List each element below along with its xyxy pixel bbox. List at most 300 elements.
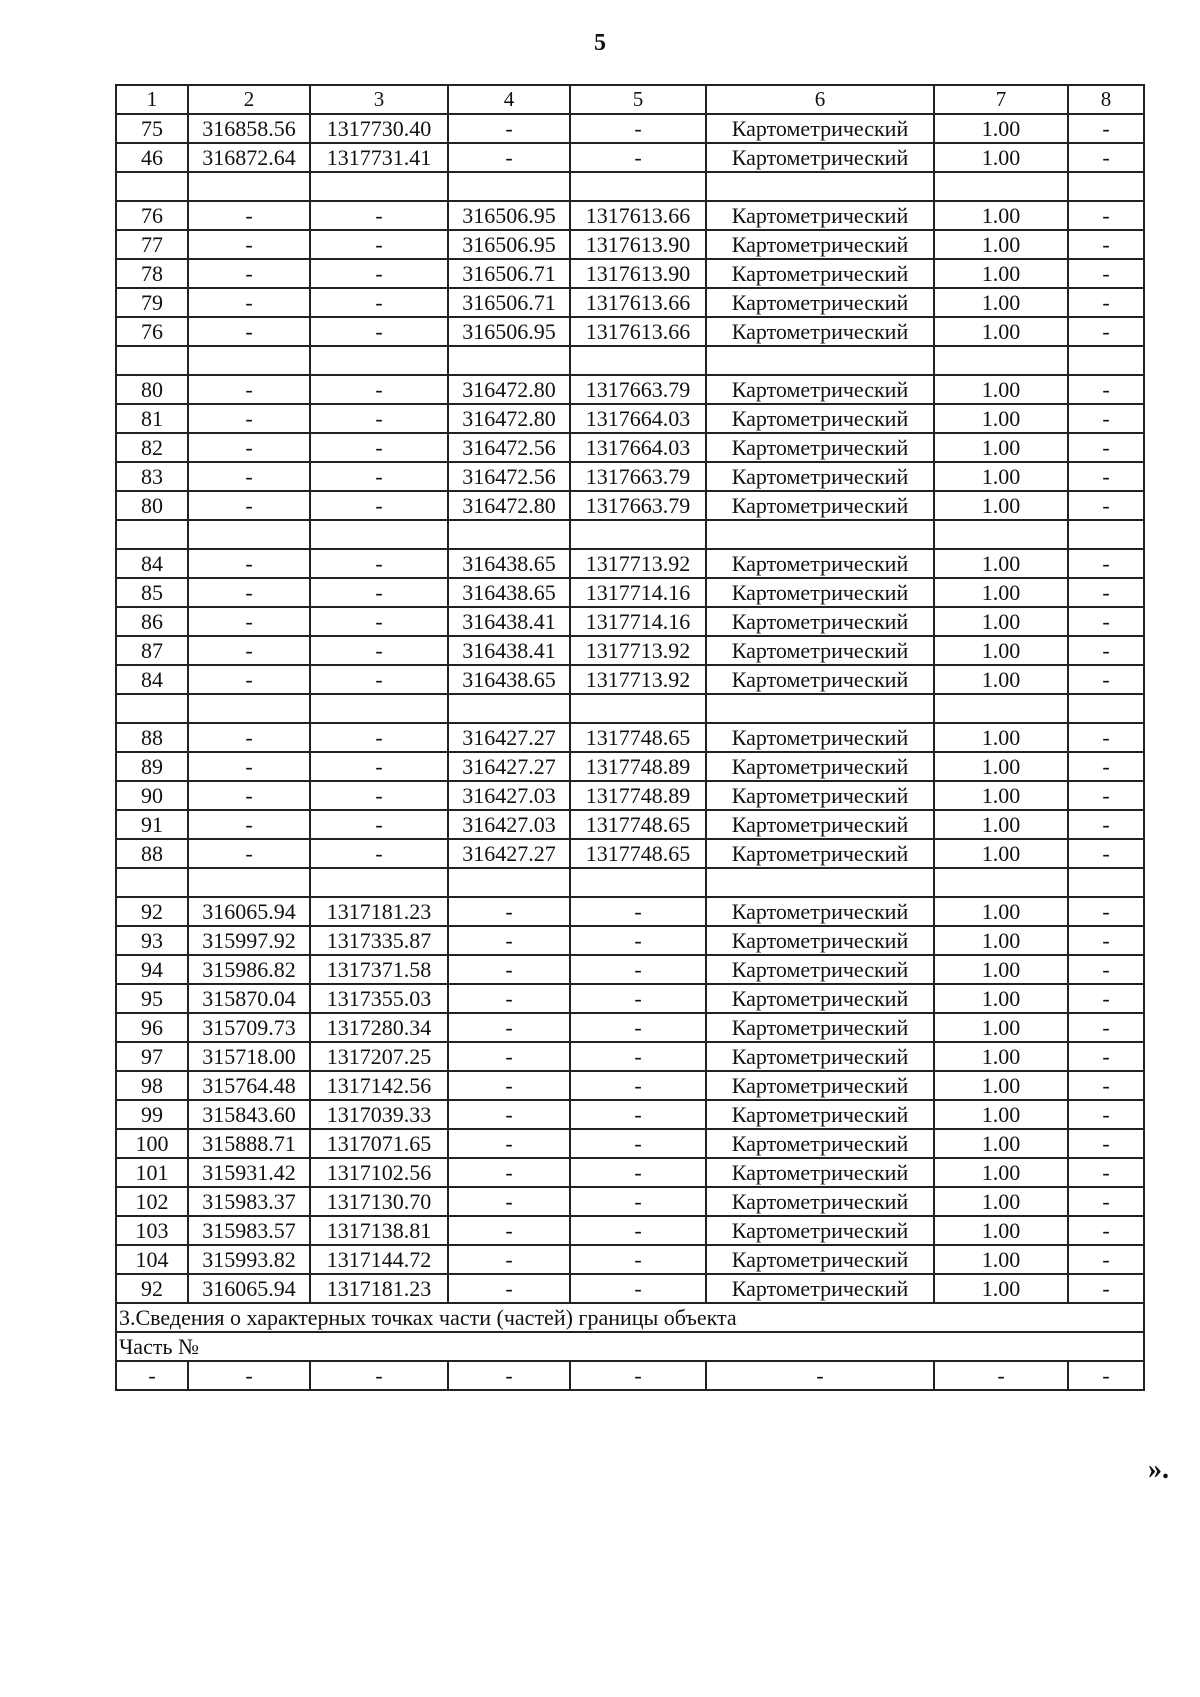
table-cell-col-8: - — [1068, 1042, 1144, 1071]
table-cell-col-6: Картометрический — [706, 1274, 934, 1303]
table-cell-col-7: 1.00 — [934, 433, 1068, 462]
table-cell-col-8: - — [1068, 549, 1144, 578]
table-cell-col-5: - — [570, 1100, 706, 1129]
table-cell-col-5: - — [570, 1158, 706, 1187]
table-cell-col-5: - — [570, 1071, 706, 1100]
table-cell-col-5: 1317748.89 — [570, 781, 706, 810]
table-cell-col-4: 316427.27 — [448, 839, 570, 868]
table-cell-col-7: 1.00 — [934, 259, 1068, 288]
table-cell-col-3: 1317142.56 — [310, 1071, 448, 1100]
table-cell-col-5: 1317613.66 — [570, 288, 706, 317]
table-cell-col-3: - — [310, 201, 448, 230]
table-cell-col-5: 1317664.03 — [570, 433, 706, 462]
table-cell-col-7: 1.00 — [934, 723, 1068, 752]
table-cell-col-5: - — [570, 897, 706, 926]
table-cell-col-5: 1317663.79 — [570, 491, 706, 520]
table-row — [116, 114, 1144, 143]
table-cell-col-7: 1.00 — [934, 636, 1068, 665]
table-cell-col-7 — [934, 868, 1068, 897]
table-cell-col-7: 1.00 — [934, 810, 1068, 839]
table-row — [116, 1274, 1144, 1303]
table-cell-col-3: 1317335.87 — [310, 926, 448, 955]
table-cell-col-3: 1317280.34 — [310, 1013, 448, 1042]
table-cell-col-4: 316472.56 — [448, 462, 570, 491]
table-cell-col-6: Картометрический — [706, 607, 934, 636]
table-cell-col-7: 1.00 — [934, 1245, 1068, 1274]
table-cell-col-2: 316065.94 — [188, 1274, 310, 1303]
table-header-row — [116, 85, 1144, 114]
table-row — [116, 317, 1144, 346]
table-cell-col-3: - — [310, 491, 448, 520]
table-cell-col-2: - — [188, 607, 310, 636]
table-cell-col-3: 1317181.23 — [310, 1274, 448, 1303]
table-cell-col-3: - — [310, 230, 448, 259]
table-cell-col-7: 1.00 — [934, 230, 1068, 259]
table-cell-col-3: - — [310, 781, 448, 810]
table-cell-col-6: Картометрический — [706, 926, 934, 955]
table-cell-col-2: 315983.37 — [188, 1187, 310, 1216]
table-cell-col-8: - — [1068, 839, 1144, 868]
table-cell-col-4: 316472.80 — [448, 404, 570, 433]
table-cell-col-7: 1.00 — [934, 1071, 1068, 1100]
table-cell-col-6: Картометрический — [706, 259, 934, 288]
table-cell-col-4: 316427.03 — [448, 810, 570, 839]
table-cell-col-5: 1317663.79 — [570, 462, 706, 491]
table-cell-col-6: - — [706, 1361, 934, 1390]
table-cell-col-4: 316438.65 — [448, 578, 570, 607]
table-row — [116, 491, 1144, 520]
table-cell-col-6: Картометрический — [706, 1245, 934, 1274]
table-cell-col-4: - — [448, 1100, 570, 1129]
table-cell-col-4 — [448, 172, 570, 201]
table-cell-col-6 — [706, 346, 934, 375]
table-cell-col-7: 1.00 — [934, 491, 1068, 520]
table-cell-col-5: 1317613.90 — [570, 230, 706, 259]
table-separator-row — [116, 172, 1144, 201]
table-cell-col-3: 1317039.33 — [310, 1100, 448, 1129]
table-cell-col-2: 315983.57 — [188, 1216, 310, 1245]
table-cell-col-2 — [188, 346, 310, 375]
table-cell-col-8 — [1068, 172, 1144, 201]
table-cell-col-3: - — [310, 839, 448, 868]
table-cell-col-2: - — [188, 433, 310, 462]
table-cell-col-1: 78 — [116, 259, 188, 288]
table-row — [116, 1158, 1144, 1187]
table-cell-col-8: - — [1068, 897, 1144, 926]
table-cell-col-6: Картометрический — [706, 1100, 934, 1129]
table-cell-col-7: 1.00 — [934, 1216, 1068, 1245]
table-cell-col-7: 1.00 — [934, 1274, 1068, 1303]
table-row — [116, 752, 1144, 781]
table-cell-col-8: - — [1068, 491, 1144, 520]
table-row — [116, 433, 1144, 462]
table-cell-col-7: 1.00 — [934, 462, 1068, 491]
table-cell-col-2: - — [188, 636, 310, 665]
table-cell-col-6 — [706, 694, 934, 723]
table-cell-col-3: - — [310, 1361, 448, 1390]
table-cell-col-5: 1317613.90 — [570, 259, 706, 288]
table-cell-col-1: 87 — [116, 636, 188, 665]
table-cell-col-8: - — [1068, 955, 1144, 984]
table-cell-col-5: - — [570, 1216, 706, 1245]
table-cell-col-2: 315993.82 — [188, 1245, 310, 1274]
table-cell-col-4: 316472.80 — [448, 491, 570, 520]
table-cell-col-8: - — [1068, 1187, 1144, 1216]
table-cell-col-5: 1317713.92 — [570, 549, 706, 578]
table-cell-col-6: Картометрический — [706, 230, 934, 259]
table-cell-col-3 — [310, 694, 448, 723]
table-cell-col-1: 83 — [116, 462, 188, 491]
table-cell-col-7: 1.00 — [934, 578, 1068, 607]
table-cell-col-2: - — [188, 491, 310, 520]
table-cell-col-3 — [310, 868, 448, 897]
table-cell-col-7: 1.00 — [934, 1042, 1068, 1071]
table-cell-col-1: 104 — [116, 1245, 188, 1274]
table-row — [116, 462, 1144, 491]
table-cell-col-8 — [1068, 520, 1144, 549]
table-cell-col-2 — [188, 520, 310, 549]
table-cell-col-8: - — [1068, 665, 1144, 694]
table-cell-col-3: 1317144.72 — [310, 1245, 448, 1274]
table-cell-col-2: - — [188, 462, 310, 491]
table-cell-col-4: 316427.27 — [448, 723, 570, 752]
table-cell-col-1: - — [116, 1361, 188, 1390]
table-cell-col-2: 315986.82 — [188, 955, 310, 984]
table-cell-col-6: Картометрический — [706, 752, 934, 781]
table-cell-col-8: - — [1068, 201, 1144, 230]
table-cell-col-1: 46 — [116, 143, 188, 172]
table-cell-col-4: 316506.71 — [448, 288, 570, 317]
table-cell-col-3 — [310, 520, 448, 549]
table-cell-col-8: - — [1068, 607, 1144, 636]
final-empty-row — [116, 1361, 1144, 1390]
table-cell-col-6: Картометрический — [706, 839, 934, 868]
table-cell-col-2: - — [188, 230, 310, 259]
table-cell-col-2: - — [188, 259, 310, 288]
table-cell-col-6: Картометрический — [706, 665, 934, 694]
table-separator-row — [116, 694, 1144, 723]
table-cell-col-8: - — [1068, 1100, 1144, 1129]
table-cell-col-3: 1317130.70 — [310, 1187, 448, 1216]
table-cell-col-5: - — [570, 1042, 706, 1071]
table-row — [116, 143, 1144, 172]
table-row — [116, 549, 1144, 578]
table-cell-col-5: 1317664.03 — [570, 404, 706, 433]
table-cell-col-8: - — [1068, 636, 1144, 665]
table-cell-col-7: 1.00 — [934, 114, 1068, 143]
table-cell-col-5: - — [570, 984, 706, 1013]
table-cell-col-1: 92 — [116, 1274, 188, 1303]
table-cell-col-6: Картометрический — [706, 491, 934, 520]
table-cell-col-1: 99 — [116, 1100, 188, 1129]
table-cell-col-6: Картометрический — [706, 375, 934, 404]
table-cell-col-3: 1317355.03 — [310, 984, 448, 1013]
table-cell-col-8: - — [1068, 781, 1144, 810]
table-cell-col-8: - — [1068, 984, 1144, 1013]
table-cell-col-3 — [310, 346, 448, 375]
table-cell-col-8: - — [1068, 810, 1144, 839]
table-cell-col-5 — [570, 346, 706, 375]
table-cell-col-8: - — [1068, 288, 1144, 317]
table-cell-col-5 — [570, 868, 706, 897]
table-cell-col-4: - — [448, 1216, 570, 1245]
table-cell-col-5: - — [570, 1274, 706, 1303]
section-title-row-text: 3.Сведения о характерных точках части (частей) границы объекта — [116, 1303, 1144, 1332]
table-cell-col-5: - — [570, 1187, 706, 1216]
table-cell-col-5: 1317713.92 — [570, 665, 706, 694]
table-cell-col-5: - — [570, 143, 706, 172]
table-cell-col-8: - — [1068, 752, 1144, 781]
table-cell-col-2: - — [188, 404, 310, 433]
table-cell-col-5: 1317613.66 — [570, 201, 706, 230]
table-cell-col-1: 101 — [116, 1158, 188, 1187]
table-cell-col-5: 1317714.16 — [570, 578, 706, 607]
table-cell-col-1: 85 — [116, 578, 188, 607]
table-cell-col-5: - — [570, 1129, 706, 1158]
table-cell-col-3: 1317730.40 — [310, 114, 448, 143]
table-cell-col-8: - — [1068, 143, 1144, 172]
table-cell-col-4: 316438.65 — [448, 549, 570, 578]
table-row — [116, 955, 1144, 984]
table-cell-col-1: 75 — [116, 114, 188, 143]
table-cell-col-8: - — [1068, 723, 1144, 752]
table-cell-col-2: 316872.64 — [188, 143, 310, 172]
table-row — [116, 665, 1144, 694]
table-cell-col-6: Картометрический — [706, 143, 934, 172]
table-cell-col-1 — [116, 346, 188, 375]
table-cell-col-6: Картометрический — [706, 723, 934, 752]
table-cell-col-5: - — [570, 955, 706, 984]
table-cell-col-8: - — [1068, 1158, 1144, 1187]
table-separator-row — [116, 520, 1144, 549]
table-cell-col-4: 316438.65 — [448, 665, 570, 694]
table-cell-col-2: 315997.92 — [188, 926, 310, 955]
table-cell-col-8: - — [1068, 1245, 1144, 1274]
table-cell-col-6: Картометрический — [706, 1071, 934, 1100]
table-cell-col-2: - — [188, 288, 310, 317]
table-cell-col-4 — [448, 346, 570, 375]
table-cell-col-2: 315843.60 — [188, 1100, 310, 1129]
table-cell-col-4: 316427.03 — [448, 781, 570, 810]
table-cell-col-3: - — [310, 375, 448, 404]
table-cell-col-3: - — [310, 549, 448, 578]
table-row — [116, 781, 1144, 810]
table-cell-col-1: 80 — [116, 491, 188, 520]
table-cell-col-7: 1.00 — [934, 752, 1068, 781]
table-cell-col-4: - — [448, 1013, 570, 1042]
table-cell-col-7: - — [934, 1361, 1068, 1390]
table-cell-col-1: 76 — [116, 317, 188, 346]
table-cell-col-7: 1.00 — [934, 1129, 1068, 1158]
table-cell-col-3: - — [310, 433, 448, 462]
table-cell-col-1: 103 — [116, 1216, 188, 1245]
table-cell-col-6: Картометрический — [706, 984, 934, 1013]
table-cell-col-7: 1.00 — [934, 1187, 1068, 1216]
table-cell-col-6: Картометрический — [706, 1129, 934, 1158]
table-cell-col-4: - — [448, 1274, 570, 1303]
table-cell-col-4: - — [448, 1158, 570, 1187]
table-cell-col-2: 315931.42 — [188, 1158, 310, 1187]
table-cell-col-8: - — [1068, 1129, 1144, 1158]
table-cell-col-8: - — [1068, 1071, 1144, 1100]
table-cell-col-3: 1317371.58 — [310, 955, 448, 984]
page-number: 5 — [594, 30, 606, 56]
table-cell-col-7: 1.00 — [934, 288, 1068, 317]
table-cell-col-2: - — [188, 752, 310, 781]
table-row — [116, 259, 1144, 288]
table-cell-col-8: - — [1068, 926, 1144, 955]
table-cell-col-4: - — [448, 926, 570, 955]
table-cell-col-8: - — [1068, 375, 1144, 404]
table-row — [116, 607, 1144, 636]
table-cell-col-6: Картометрический — [706, 1187, 934, 1216]
table-cell-col-4: - — [448, 143, 570, 172]
table-cell-col-7: 1.00 — [934, 404, 1068, 433]
table-cell-col-2: - — [188, 665, 310, 694]
table-cell-col-2: - — [188, 1361, 310, 1390]
table-cell-col-3: - — [310, 288, 448, 317]
table-cell-col-5: 5 — [570, 85, 706, 114]
table-row — [116, 201, 1144, 230]
table-cell-col-2: 316858.56 — [188, 114, 310, 143]
part-number-row — [116, 1332, 1144, 1361]
table-cell-col-7: 1.00 — [934, 781, 1068, 810]
table-cell-col-3: - — [310, 607, 448, 636]
table-row — [116, 288, 1144, 317]
table-row — [116, 839, 1144, 868]
closing-quote-mark: ». — [1148, 1454, 1169, 1485]
table-cell-col-4: - — [448, 1042, 570, 1071]
table-cell-col-7: 1.00 — [934, 839, 1068, 868]
table-cell-col-5: - — [570, 1245, 706, 1274]
table-row — [116, 1013, 1144, 1042]
table-separator-row — [116, 346, 1144, 375]
table-cell-col-6: Картометрический — [706, 1216, 934, 1245]
table-cell-col-6: Картометрический — [706, 114, 934, 143]
table-cell-col-7: 1.00 — [934, 201, 1068, 230]
table-cell-col-5: - — [570, 1361, 706, 1390]
table-row — [116, 1245, 1144, 1274]
table-cell-col-3: 1317181.23 — [310, 897, 448, 926]
table-cell-col-7: 1.00 — [934, 1158, 1068, 1187]
table-cell-col-6: Картометрический — [706, 636, 934, 665]
table-cell-col-5: 1317748.65 — [570, 723, 706, 752]
table-cell-col-2: - — [188, 723, 310, 752]
table-cell-col-8 — [1068, 868, 1144, 897]
table-cell-col-4: - — [448, 1129, 570, 1158]
table-cell-col-4: - — [448, 1361, 570, 1390]
table-cell-col-4: - — [448, 984, 570, 1013]
table-row — [116, 723, 1144, 752]
table-row — [116, 1129, 1144, 1158]
table-cell-col-8: - — [1068, 317, 1144, 346]
table-cell-col-7 — [934, 172, 1068, 201]
table-cell-col-5: 1317714.16 — [570, 607, 706, 636]
table-cell-col-8: - — [1068, 1216, 1144, 1245]
table-cell-col-3: - — [310, 462, 448, 491]
coordinates-table — [115, 84, 1145, 1391]
table-cell-col-7: 1.00 — [934, 143, 1068, 172]
table-cell-col-2: 315709.73 — [188, 1013, 310, 1042]
table-cell-col-1: 89 — [116, 752, 188, 781]
table-cell-col-6 — [706, 172, 934, 201]
table-cell-col-2: - — [188, 375, 310, 404]
table-cell-col-6: Картометрический — [706, 578, 934, 607]
table-row — [116, 1216, 1144, 1245]
table-cell-col-5 — [570, 172, 706, 201]
table-cell-col-6: Картометрический — [706, 1158, 934, 1187]
table-cell-col-6: Картометрический — [706, 781, 934, 810]
table-cell-col-4: 316438.41 — [448, 636, 570, 665]
table-cell-col-5: 1317748.89 — [570, 752, 706, 781]
table-cell-col-2: - — [188, 810, 310, 839]
table-cell-col-4: - — [448, 114, 570, 143]
table-cell-col-1: 80 — [116, 375, 188, 404]
table-cell-col-1: 100 — [116, 1129, 188, 1158]
table-cell-col-2: - — [188, 839, 310, 868]
table-cell-col-7: 7 — [934, 85, 1068, 114]
table-cell-col-1: 97 — [116, 1042, 188, 1071]
table-cell-col-4: 316506.71 — [448, 259, 570, 288]
table-cell-col-1: 84 — [116, 665, 188, 694]
table-cell-col-6: Картометрический — [706, 404, 934, 433]
table-cell-col-4: - — [448, 897, 570, 926]
table-cell-col-3: 1317071.65 — [310, 1129, 448, 1158]
table-cell-col-6 — [706, 868, 934, 897]
table-cell-col-2 — [188, 694, 310, 723]
table-cell-col-1: 88 — [116, 839, 188, 868]
table-cell-col-4: 4 — [448, 85, 570, 114]
table-row — [116, 897, 1144, 926]
table-cell-col-8: - — [1068, 1013, 1144, 1042]
table-cell-col-6: Картометрический — [706, 433, 934, 462]
table-cell-col-8: - — [1068, 1274, 1144, 1303]
table-cell-col-5: 1317748.65 — [570, 810, 706, 839]
table-cell-col-8 — [1068, 694, 1144, 723]
table-cell-col-6: Картометрический — [706, 317, 934, 346]
table-row — [116, 926, 1144, 955]
table-cell-col-1: 102 — [116, 1187, 188, 1216]
table-cell-col-1: 76 — [116, 201, 188, 230]
table-row — [116, 1042, 1144, 1071]
table-cell-col-7: 1.00 — [934, 549, 1068, 578]
part-number-row-text: Часть № — [116, 1332, 1144, 1361]
table-cell-col-5: 1317748.65 — [570, 839, 706, 868]
table-cell-col-3: - — [310, 259, 448, 288]
table-cell-col-2 — [188, 868, 310, 897]
table-cell-col-1: 81 — [116, 404, 188, 433]
table-cell-col-7: 1.00 — [934, 317, 1068, 346]
table-cell-col-1: 79 — [116, 288, 188, 317]
table-cell-col-1: 1 — [116, 85, 188, 114]
table-cell-col-6: Картометрический — [706, 810, 934, 839]
table-cell-col-3: - — [310, 752, 448, 781]
table-cell-col-5: - — [570, 114, 706, 143]
table-cell-col-4: 316472.80 — [448, 375, 570, 404]
table-cell-col-2: 315870.04 — [188, 984, 310, 1013]
table-cell-col-6: Картометрический — [706, 549, 934, 578]
table-cell-col-4: - — [448, 955, 570, 984]
table-cell-col-7: 1.00 — [934, 1013, 1068, 1042]
table-cell-col-3: - — [310, 317, 448, 346]
table-cell-col-1 — [116, 694, 188, 723]
table-cell-col-5: - — [570, 926, 706, 955]
table-cell-col-2: - — [188, 578, 310, 607]
table-cell-col-4: 316438.41 — [448, 607, 570, 636]
table-cell-col-7: 1.00 — [934, 375, 1068, 404]
table-cell-col-1: 95 — [116, 984, 188, 1013]
table-cell-col-4 — [448, 520, 570, 549]
